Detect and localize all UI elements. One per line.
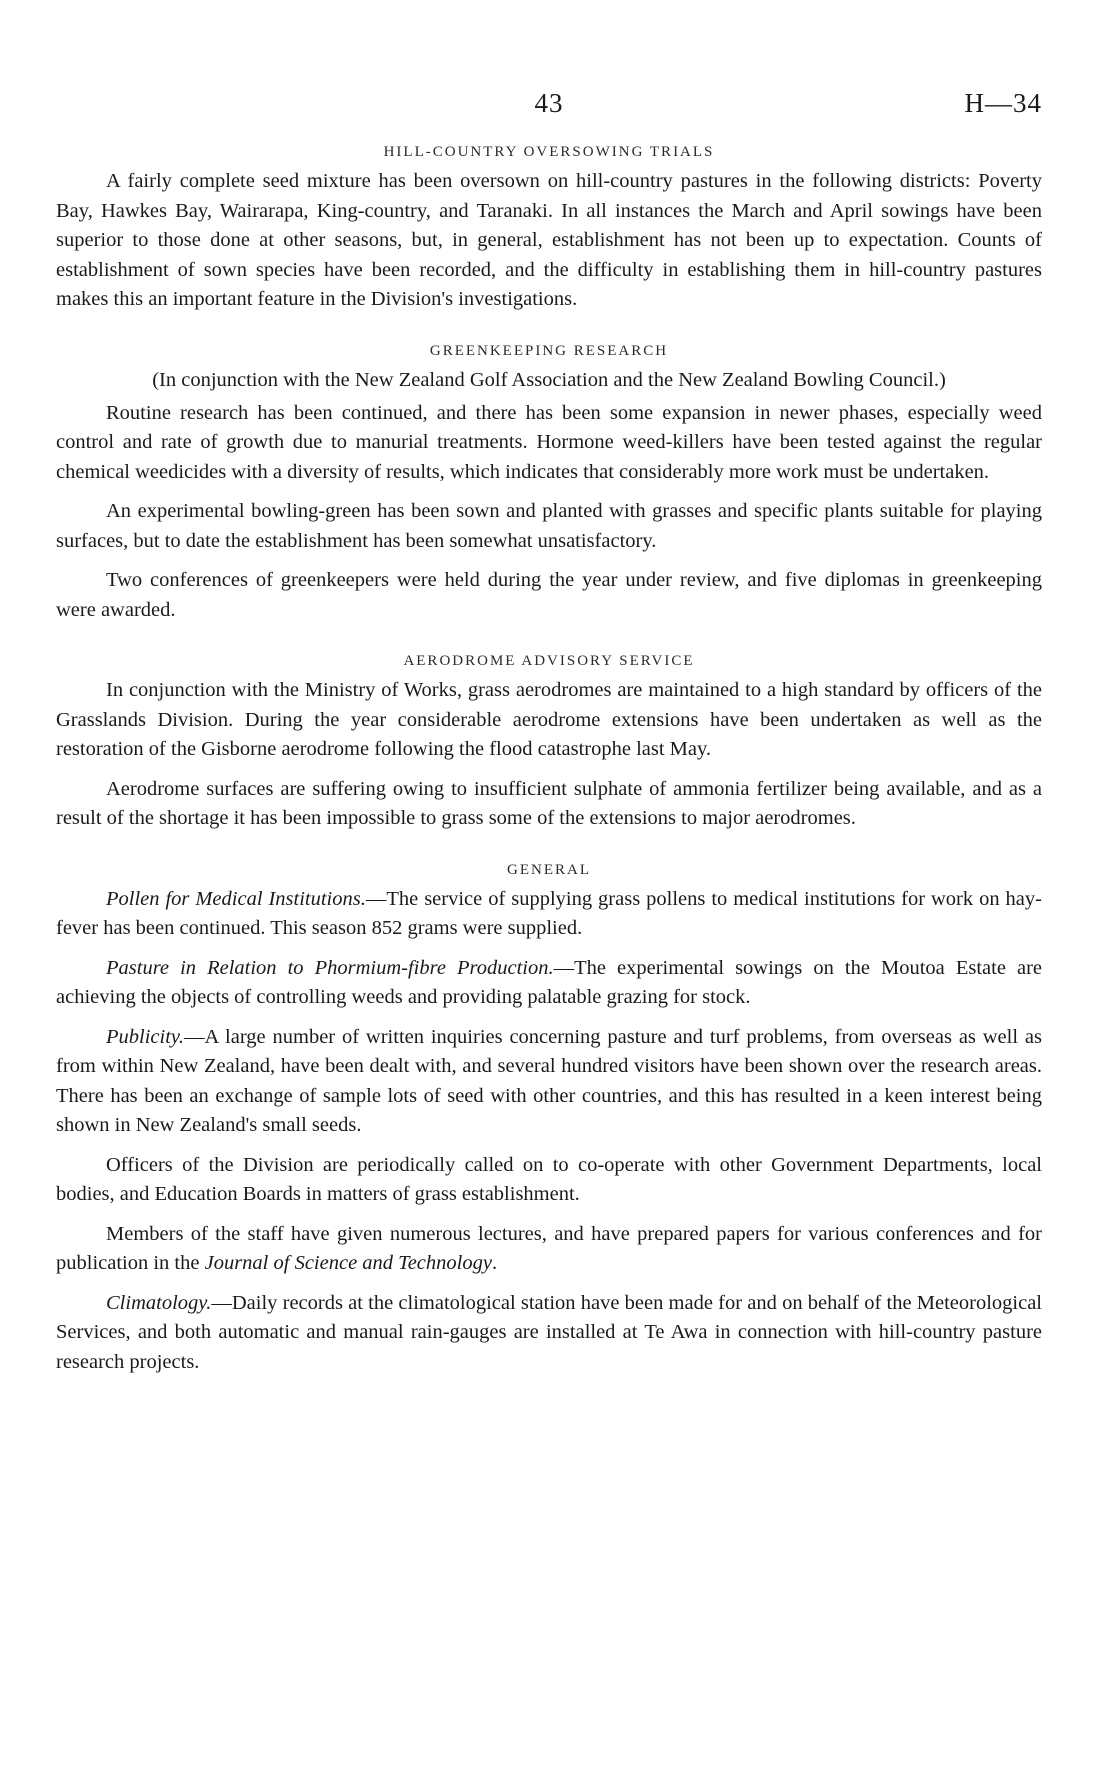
- section-heading: GENERAL: [507, 861, 591, 878]
- paragraph: An experimental bowling-green has been sown and planted with grasses and specific plants suitable for playing surfaces, but to date the establishment has been somewhat unsatisfactory.: [56, 500, 1042, 552]
- run-in-heading: Pasture in Relation to Phormium-fibre Production.: [106, 956, 554, 979]
- paragraph-text: —A large number of written inquiries concerning pasture and turf problems, from overseas as well as from within New Zealand, have been dealt with, and several hundred visitors have been shown over the research areas. There has been an exchange of sample lots of seed with other countries, and this has resulted in a keen interest being shown in New Zealand's small seeds.: [56, 1025, 1042, 1136]
- page-header: [56, 88, 1042, 132]
- paragraph: Routine research has been continued, and there has been some expansion in newer phases, especially weed control and rate of growth due to manurial treatments. Hormone weed-killers have been tested against the regular chemical weedicides with a diversity of results, which indicates that considerably more work must be undertaken.: [56, 401, 1042, 483]
- section-general: [56, 862, 1042, 1378]
- section-heading: AERODROME ADVISORY SERVICE: [403, 653, 695, 669]
- section-subheading: (In conjunction with the New Zealand Golf Association and the New Zealand Bowling Council.): [152, 368, 946, 391]
- paragraph: In conjunction with the Ministry of Works, grass aerodromes are maintained to a high standard by officers of the Grasslands Division. During the year considerable aerodrome extensions have been undertaken as well as the restoration of the Gisborne aerodrome following the flood catastrophe last May.: [56, 679, 1042, 760]
- paragraph-publicity: [56, 1023, 1042, 1141]
- paragraph-officers: Officers of the Division are periodically called on to co-operate with other Government Departments, local bodies, and Education Boards in matters of grass establishment.: [56, 1153, 1042, 1205]
- paragraph-members: [56, 1220, 1042, 1279]
- paragraph-pollen: [56, 885, 1042, 944]
- page-number: 43: [534, 88, 564, 118]
- paragraph-pasture: [56, 954, 1042, 1013]
- section-heading: HILL-COUNTRY OVERSOWING TRIALS: [383, 144, 715, 160]
- paragraph: Aerodrome surfaces are suffering owing to insufficient sulphate of ammonia fertilizer being available, and as a result of the shortage it has been impossible to grass some of the extensions to major aerodromes.: [56, 777, 1042, 829]
- section-greenkeeping: [56, 343, 1042, 626]
- run-in-heading: Pollen for Medical Institutions.: [106, 887, 366, 910]
- section-heading: GREENKEEPING RESEARCH: [429, 342, 669, 359]
- section-hill-country: [56, 144, 1042, 315]
- paragraph-text: Members of the staff have given numerous lectures, and have prepared papers for various conferences and for publication in the: [56, 1222, 1042, 1274]
- paragraph: Two conferences of greenkeepers were held during the year under review, and five diplomas in greenkeeping were awarded.: [56, 569, 1042, 621]
- document-page: [56, 88, 1042, 1387]
- journal-title: Journal of Science and Technology: [204, 1252, 492, 1274]
- paragraph-text: —The service of supplying grass pollens to medical institutions for work on hay-fever has been continued. This season 852 grams were supplied.: [56, 887, 1042, 939]
- paragraph-text: —Daily records at the climatological station have been made for and on behalf of the Meteorological Services, and both automatic and manual rain-gauges are installed at Te Awa in connection with hill-country pasture research projects.: [56, 1291, 1042, 1373]
- paragraph: A fairly complete seed mixture has been oversown on hill-country pastures in the following districts: Poverty Bay, Hawkes Bay, Wairarapa, King-country, and Taranaki. In all instances the March and April sowings have been superior to those done at other seasons, but, in general, establishment has not been up to expectation. Counts of establishment of sown species have been recorded, and the difficulty in establishing them in hill-country pastures makes this an important feature in the Division's investigations.: [56, 170, 1042, 310]
- paragraph-text: .: [491, 1252, 498, 1274]
- paragraph-text: —The experimental sowings on the Moutoa Estate are achieving the objects of controlling weeds and providing palatable grazing for stock.: [56, 956, 1042, 1008]
- document-reference: H—34: [964, 88, 1042, 118]
- section-aerodrome: [56, 653, 1042, 834]
- run-in-heading: Publicity.: [106, 1025, 184, 1048]
- paragraph-climatology: [56, 1289, 1042, 1378]
- run-in-heading: Climatology.: [106, 1291, 212, 1314]
